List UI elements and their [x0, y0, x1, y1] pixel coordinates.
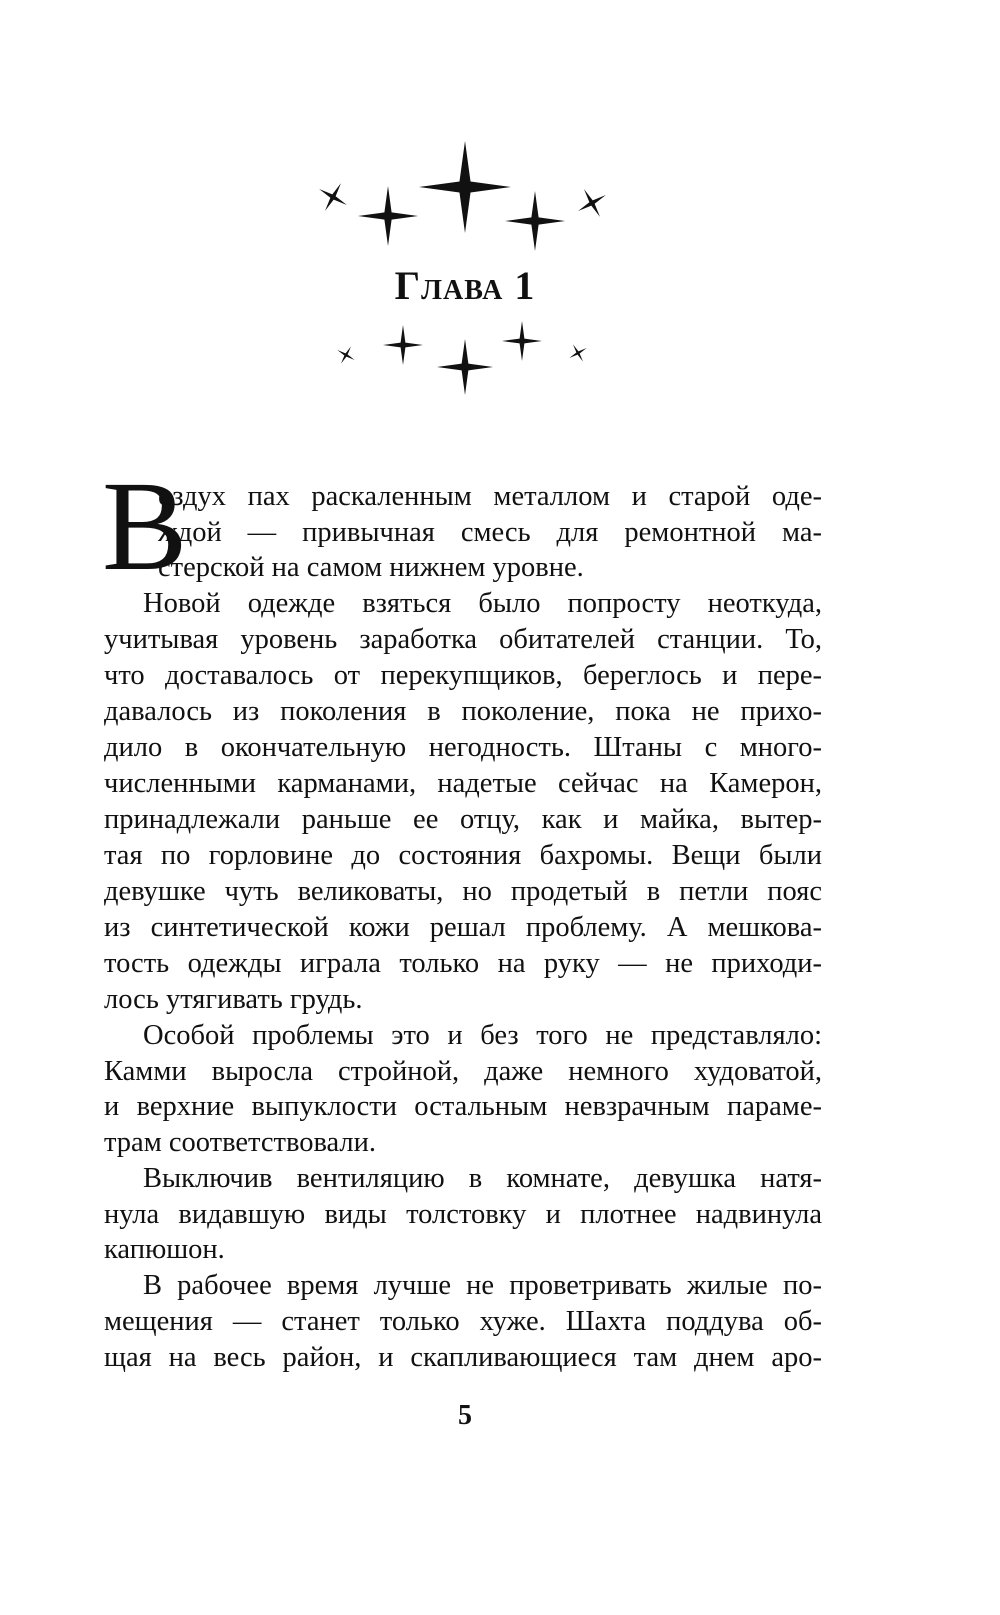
text-line: и верхние выпуклости остальным невзрачным параме-: [104, 1091, 822, 1122]
text-line: численными карманами, надетые сейчас на Камерон,: [104, 768, 822, 799]
star-icon: [437, 339, 493, 395]
text-line: тость одежды играла только на руку — не приходи-: [104, 948, 822, 979]
chapter-title: Глава 1: [394, 263, 536, 308]
text-line: нула видавшую виды толстовку и плотнее надвинула: [104, 1199, 822, 1230]
text-line: мещения — станет только хуже. Шахта поддува об-: [104, 1306, 822, 1337]
star-icon: [505, 191, 565, 251]
text-line: дило в окончательную негодность. Штаны с много-: [104, 732, 822, 763]
star-icon: [502, 321, 542, 361]
star-icon: [332, 341, 359, 368]
star-icon: [311, 175, 355, 219]
text-line: капюшон.: [104, 1234, 225, 1265]
text-line: щая на весь район, и скапливающиеся там днем аро-: [104, 1342, 822, 1373]
text-line: Камми выросла стройной, даже немного худоватой,: [104, 1056, 822, 1087]
text-line: принадлежали раньше ее отцу, как и майка, вытер-: [104, 804, 822, 835]
text-line: лось утягивать грудь.: [104, 984, 363, 1015]
star-icon: [570, 181, 614, 225]
text-line: девушке чуть великоваты, но продетый в петли пояс: [104, 876, 822, 907]
text-line: тая по горловине до состояния бахромы. Вещи были: [104, 840, 822, 871]
text-line: что доставалось от перекупщиков, береглось и пере-: [104, 660, 822, 691]
text-line: В рабочее время лучше не проветривать жилые по-: [143, 1270, 822, 1301]
text-line: трам соответствовали.: [104, 1127, 377, 1158]
text-line: учитывая уровень заработка обитателей станции. То,: [104, 624, 822, 655]
text-line: из синтетической кожи решал проблему. А мешкова-: [104, 912, 822, 943]
drop-cap: В: [102, 455, 188, 597]
text-line: Особой проблемы это и без того не представляло:: [143, 1020, 822, 1051]
text-line: стерской на самом нижнем уровне.: [158, 552, 584, 583]
star-icon: [419, 141, 511, 233]
page-number: 5: [458, 1400, 472, 1431]
star-icon: [564, 339, 591, 366]
text-line: давалось из поколения в поколение, пока не прихо-: [104, 696, 822, 727]
text-line: Выключив вентиляцию в комнате, девушка натя-: [143, 1163, 822, 1194]
text-line: оздух пах раскаленным металлом и старой оде-: [158, 481, 822, 512]
star-icon: [358, 186, 418, 246]
text-line: Новой одежде взяться было попросту неоткуда,: [143, 588, 822, 619]
star-icon: [383, 325, 423, 365]
chapter-ornament-stars: [0, 0, 1000, 420]
text-line: ждой — привычная смесь для ремонтной ма-: [158, 517, 822, 548]
